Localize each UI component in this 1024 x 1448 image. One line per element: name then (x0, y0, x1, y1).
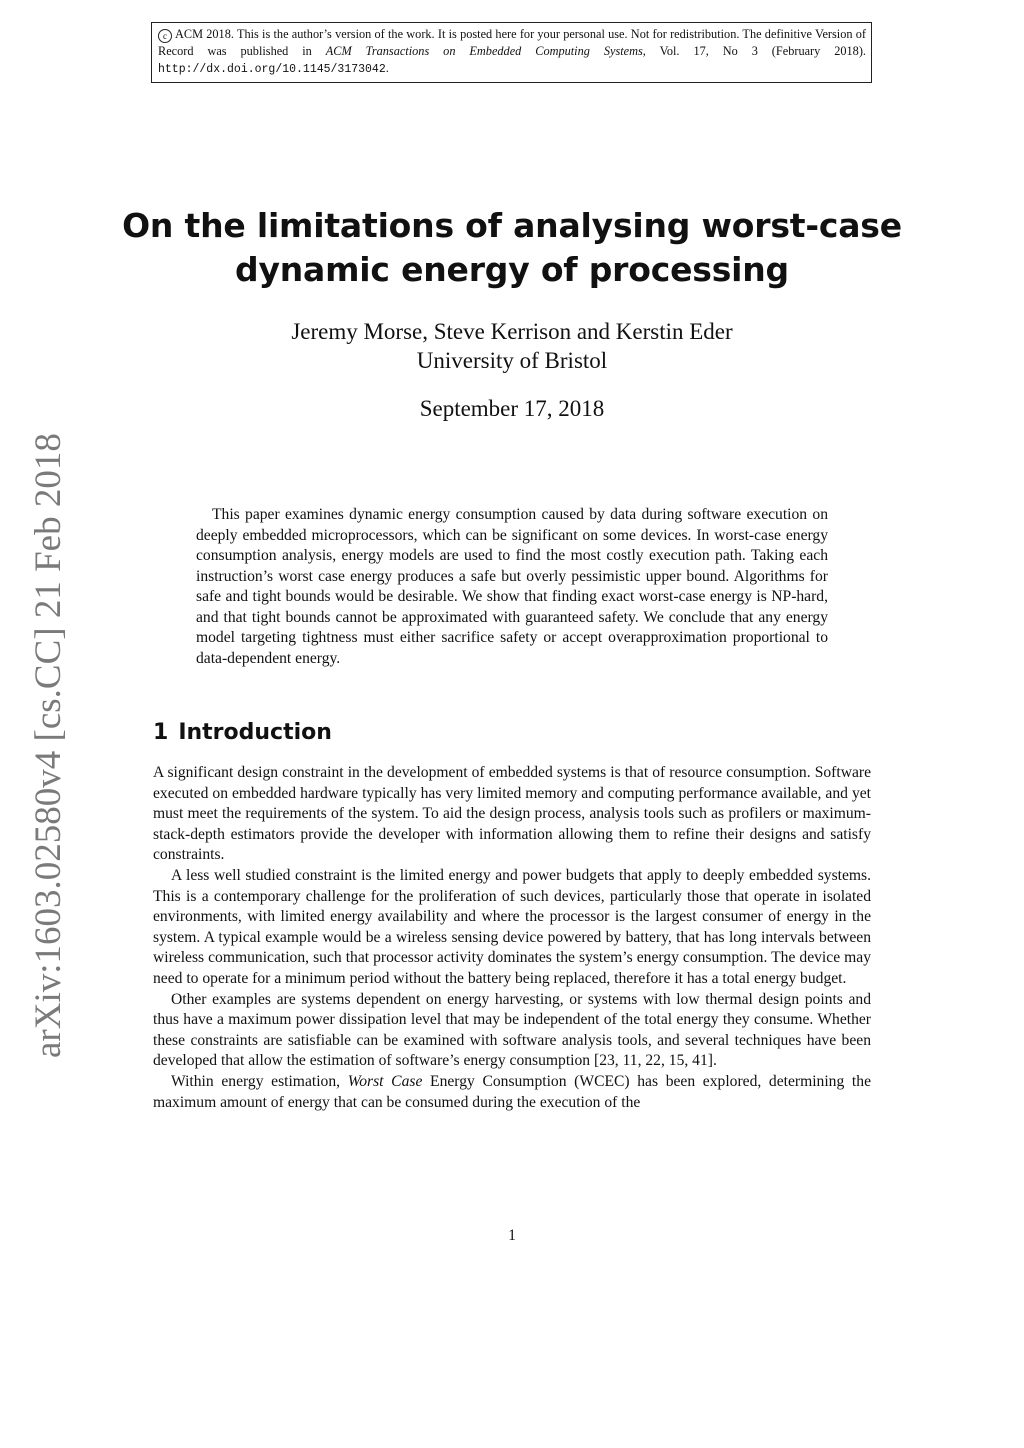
paragraph-4-emphasis: Worst Case (347, 1072, 423, 1090)
paragraph-4-rest: Energy Consumption (WCEC) has been explored, determining the maximum amount of energy that can be consumed during the execution of the (153, 1072, 871, 1111)
section-title: Introduction (178, 720, 332, 745)
paper-title-line-2: dynamic energy of processing (235, 250, 789, 289)
copyright-notice (151, 22, 872, 83)
doi-link[interactable]: http://dx.doi.org/10.1145/3173042 (158, 63, 386, 76)
paragraph-4-start: Within energy estimation, (171, 1072, 348, 1090)
section-heading (153, 719, 332, 747)
abstract-text: This paper examines dynamic energy consumption caused by data during software execution on deeply embedded microprocessors, which can be significant on some devices. In worst-case energy consumption analysis, energy models are used to find the most costly execution path. Taking each instruction’s worst case energy produces a safe but overly pessimistic upper bound. Algorithms for safe and tight bounds would be desirable. We show that finding exact worst-case energy is NP-hard, and that tight bounds cannot be approximated with guaranteed safety. We conclude that any energy model targeting tightness must either sacrifice safety or accept overapproximation proportional to data-dependent energy. (196, 506, 828, 667)
abstract (196, 505, 828, 669)
paragraph-2: A less well studied constraint is the limited energy and power budgets that apply to deeply embedded systems. This is a contemporary challenge for the proliferation of such devices, particularly those that operate in isolated environments, with limited energy availability and where the processor is the largest consumer of energy in the system. A typical example would be a wireless sensing device powered by battery, that has long intervals between wireless communication, such that processor activity dominates the system’s energy consumption. The device may need to operate for a minimum period without the battery being replaced, therefore it has a total energy budget. (153, 866, 871, 987)
author-names: Jeremy Morse, Steve Kerrison and Kerstin Eder (291, 319, 733, 344)
paragraph-3: Other examples are systems dependent on energy harvesting, or systems with low thermal design points and thus have a maximum power dissipation level that may be independent of the total energy they consume. Whether these constraints are satisfiable can be examined with software analysis tools, and several techniques have been developed that allow the estimation of software’s energy consumption [23, 11, 22, 15, 41]. (153, 990, 871, 1070)
section-number: 1 (153, 720, 169, 745)
introduction-body (153, 763, 871, 1113)
copyright-icon: c (158, 29, 172, 43)
author-affiliation: University of Bristol (416, 348, 608, 373)
copyright-end: . (385, 61, 389, 75)
arxiv-identifier: arXiv:1603.02580v4 [cs.CC] 21 Feb 2018 (28, 433, 69, 1058)
copyright-volume: , Vol. 17, No 3 (February 2018). (642, 44, 866, 58)
copyright-text: ACM 2018. This is the author’s version of the work. It is posted here for your personal use. Not for redistribution. The definitive Version of Record was published in (158, 27, 866, 58)
author-block (100, 317, 924, 375)
journal-name: ACM Transactions on Embedded Computing Systems (325, 44, 643, 58)
paragraph-1: A significant design constraint in the development of embedded systems is that of resource consumption. Software executed on embedded hardware typically has very limited memory and computing performance available, and yet must meet the requirements of the system. To aid the design process, analysis tools such as profilers or maximum-stack-depth estimators provide the developer with information allowing them to refine their designs and satisfy constraints. (153, 764, 871, 864)
page-number: 1 (508, 1227, 516, 1244)
paragraph-4 (153, 1072, 871, 1113)
paper-date: September 17, 2018 (419, 396, 605, 421)
paper-title-line-1: On the limitations of analysing worst-case (122, 206, 902, 245)
paper-title (100, 204, 924, 292)
